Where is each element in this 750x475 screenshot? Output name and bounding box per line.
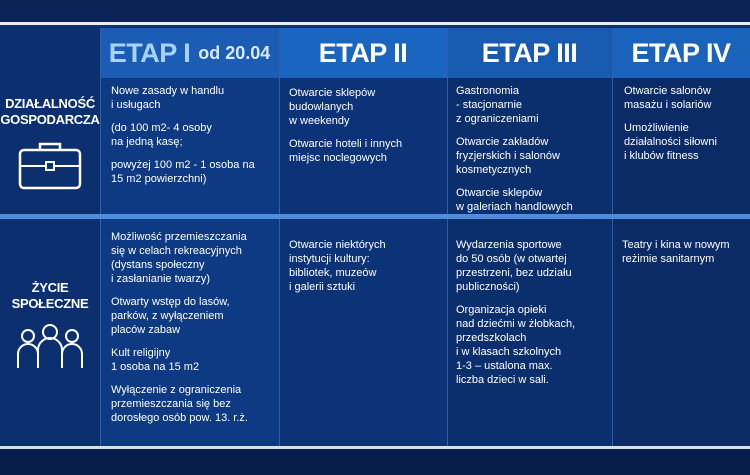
text-line: Otwarcie sklepów w galeriach handlowych (456, 187, 573, 213)
social-stage-4-cell (622, 238, 748, 275)
text-line: Otwarcie niektórych instytucji kultury: bibliotek, muzeów i galerii sztuki (289, 239, 386, 293)
social-stage-3-cell (456, 238, 610, 396)
economic-stage-1-cell (111, 84, 277, 195)
text-line: Nowe zasady w handlu i usługach (111, 85, 225, 111)
text-line: Wyłączenie z ograniczenia przemieszczania się bez dorosłego osób pow. 13. r.ż. (111, 384, 248, 424)
text-line: Otwarcie salonów masażu i solariów (624, 85, 712, 111)
stage-4-header (612, 28, 750, 78)
column-divider (279, 28, 280, 446)
stage-2-header (279, 28, 447, 78)
stage-1-title: ETAP I (108, 37, 191, 68)
stage-3-header (447, 28, 612, 78)
briefcase-icon (18, 140, 82, 190)
social-row-label: ŻYCIE SPOŁECZNE (11, 280, 89, 311)
stage-1-header (100, 28, 279, 78)
top-divider (0, 22, 750, 25)
text-line: powyżej 100 m2 - 1 osoba na 15 m2 powierzchni) (111, 159, 255, 185)
label-column (0, 28, 100, 446)
economic-row-label: DZIAŁALNOŚĆ GOSPODARCZA (0, 96, 100, 127)
text-line: Otwarcie zakładów fryzjerskich i salonów kosmetycznych (456, 136, 560, 176)
social-stage-2-cell (289, 238, 445, 303)
text-line: Możliwość przemieszczania się w celach rekreacyjnych (dystans społeczny i zasłanianie twarzy) (111, 231, 247, 285)
text-line: Otwarcie hoteli i innych miejsc noclegowych (289, 138, 403, 164)
text-line: Teatry i kina w nowym reżimie sanitarnym (622, 239, 730, 265)
text-line: Gastronomia - stacjonarnie z ograniczeniami (456, 85, 539, 125)
text-line: Otwarcie sklepów budowlanych w weekendy (289, 87, 376, 127)
text-line: Wydarzenia sportowe do 50 osób (w otwartej przestrzeni, bez udziału publiczności) (456, 239, 572, 293)
stage-2-title: ETAP II (318, 37, 408, 68)
people-group-icon (14, 322, 86, 370)
text-line: Umożliwienie działalności siłowni i klubów fitness (624, 122, 717, 162)
economic-stage-2-cell (289, 86, 445, 174)
stage-3-title: ETAP III (481, 37, 578, 68)
stage-1-date: od 20.04 (198, 42, 271, 63)
top-strip (0, 0, 750, 24)
bottom-strip (0, 449, 750, 475)
column-divider (100, 28, 101, 446)
column-divider (612, 28, 613, 446)
text-line: Organizacja opieki nad dziećmi w żłobkach, przedszkolach i w klasach szkolnych 1-3 – ustalona max. liczba dzieci w sali. (456, 304, 576, 386)
column-divider (447, 28, 448, 446)
text-line: Kult religijny 1 osoba na 15 m2 (111, 347, 200, 373)
stage-4-title: ETAP IV (631, 37, 731, 68)
text-line: Otwarty wstęp do lasów, parków, z wyłączeniem placów zabaw (111, 296, 230, 336)
economic-stage-4-cell (624, 84, 748, 172)
social-stage-1-cell (111, 230, 277, 434)
text-line: (do 100 m2- 4 osoby na jedną kasę; (111, 122, 212, 148)
economic-stage-3-cell (456, 84, 610, 223)
row-separator (0, 214, 750, 219)
